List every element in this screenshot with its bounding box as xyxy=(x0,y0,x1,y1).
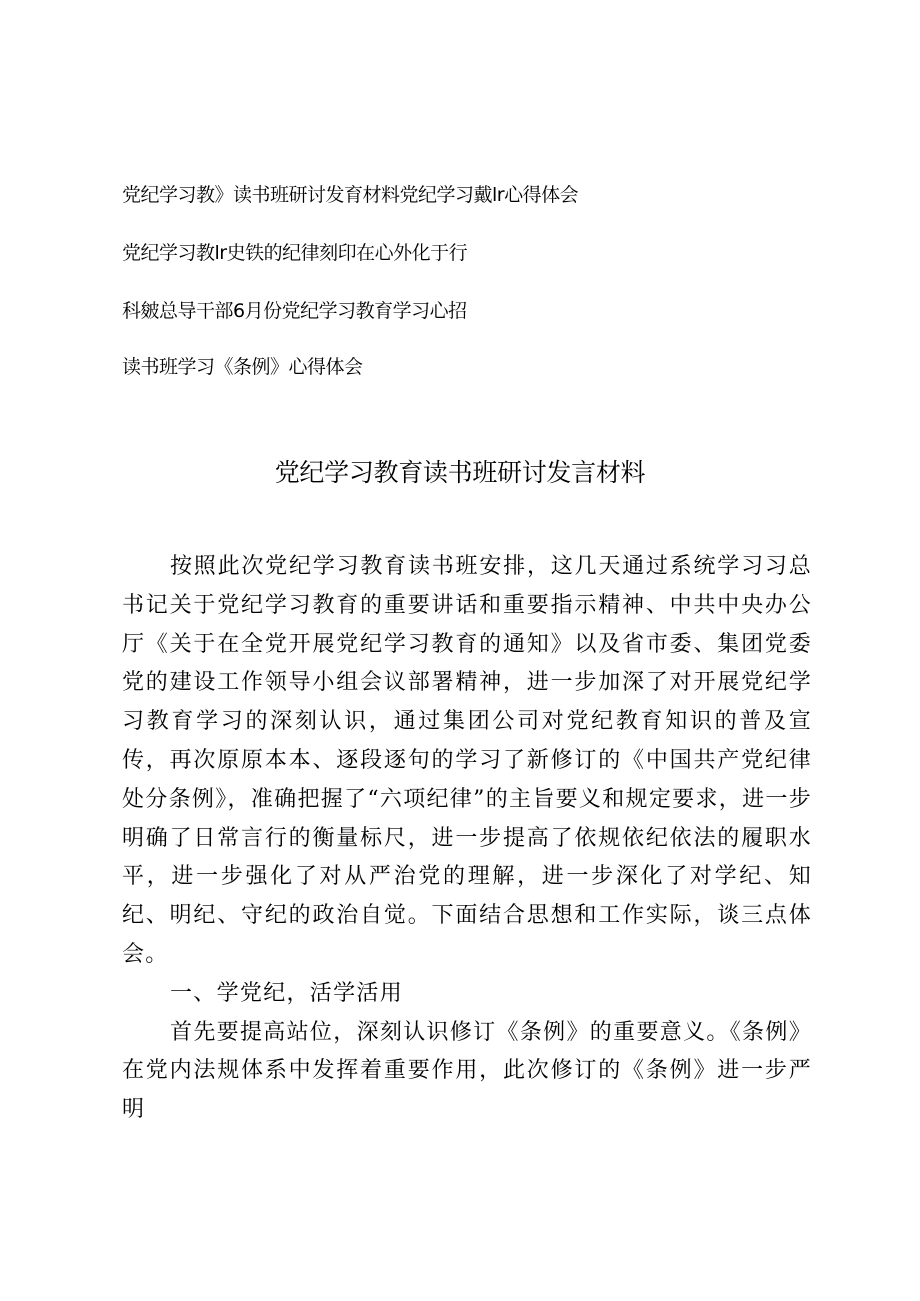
related-article-link[interactable]: 读书班学习《条例》心得体会 xyxy=(122,356,363,378)
body-paragraph: 按照此次党纪学习教育读书班安排，这几天通过系统学习习总书记关于党纪学习教育的重要讲话和重要指示精神、中共中央办公厅《关于在全党开展党纪学习教育的通知》以及省市委、集团党委党的建设工作领导小组会议部署精神，进一步加深了对开展党纪学习教育学习的深刻认识，通过集团公司对党纪教育知识的普及宣传，再次原原本本、逐段逐句的学习了新修订的《中国共产党纪律处分条例》，准确把握了“六项纪律”的主旨要义和规定要求，进一步明确了日常言行的衡量标尺，进一步提高了依规依纪依法的履职水平，进一步强化了对从严治党的理解，进一步深化了对学纪、知纪、明纪、守纪的政治自觉。下面结合思想和工作实际，谈三点体会。 xyxy=(122,554,812,967)
section-heading: 一、学党纪，活学活用 xyxy=(170,980,404,1006)
body-paragraph: 首先要提高站位，深刻认识修订《条例》的重要意义。《条例》在党内法规体系中发挥着重要作用，此次修订的《条例》进一步严明 xyxy=(122,1019,812,1123)
document-body xyxy=(122,548,812,1130)
related-article-link[interactable]: 党纪学习教lr史铁的纪律刻印在心外化于行 xyxy=(122,242,468,264)
document-title: 党纪学习教育读书班研讨发言材料 xyxy=(274,458,646,487)
related-article-link[interactable]: 党纪学习教》读书班研讨发育材料党纪学习戴lr心得体会 xyxy=(122,184,579,206)
related-article-link[interactable]: 科皴总导干部6月份党纪学习教育学习心招 xyxy=(122,300,467,322)
